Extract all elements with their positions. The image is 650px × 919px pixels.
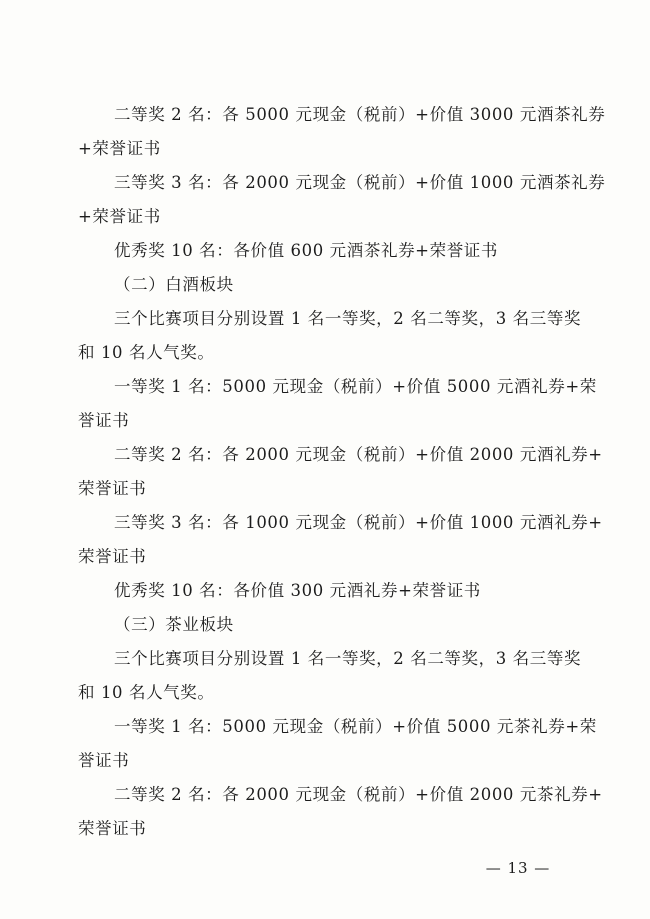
paragraph-line: 三个比赛项目分别设置 1 名一等奖，2 名二等奖，3 名三等奖	[114, 309, 582, 328]
paragraph-line: 优秀奖 10 名：各价值 300 元酒礼券+荣誉证书	[114, 581, 481, 600]
paragraph-line: 二等奖 2 名：各 5000 元现金（税前）+价值 3000 元酒茶礼券	[114, 105, 606, 124]
paragraph-line: 三等奖 3 名：各 2000 元现金（税前）+价值 1000 元酒茶礼券	[114, 173, 606, 192]
paragraph-line: 和 10 名人气奖。	[78, 683, 215, 702]
paragraph-line: 二等奖 2 名：各 2000 元现金（税前）+价值 2000 元酒礼券+	[114, 445, 603, 464]
paragraph-line: 誉证书	[78, 751, 130, 770]
paragraph-line: 一等奖 1 名：5000 元现金（税前）+价值 5000 元酒礼券+荣	[114, 377, 597, 396]
paragraph-line: +荣誉证书	[78, 139, 161, 158]
paragraph-line: 三个比赛项目分别设置 1 名一等奖，2 名二等奖，3 名三等奖	[114, 649, 582, 668]
paragraph-line: 荣誉证书	[78, 547, 147, 566]
paragraph-line: 和 10 名人气奖。	[78, 343, 215, 362]
section-heading: （三）茶业板块	[114, 615, 234, 634]
paragraph-line: 誉证书	[78, 411, 130, 430]
paragraph-line: 二等奖 2 名：各 2000 元现金（税前）+价值 2000 元茶礼券+	[114, 785, 603, 804]
paragraph-line: 荣誉证书	[78, 819, 147, 838]
paragraph-line: +荣誉证书	[78, 207, 161, 226]
section-heading: （二）白酒板块	[114, 275, 234, 294]
paragraph-line: 一等奖 1 名：5000 元现金（税前）+价值 5000 元茶礼券+荣	[114, 717, 597, 736]
document-body	[78, 98, 606, 846]
paragraph-line: 优秀奖 10 名：各价值 600 元酒茶礼券+荣誉证书	[114, 241, 498, 260]
paragraph-line: 三等奖 3 名：各 1000 元现金（税前）+价值 1000 元酒礼券+	[114, 513, 603, 532]
page-number: — 13 —	[485, 859, 551, 877]
paragraph-line: 荣誉证书	[78, 479, 147, 498]
